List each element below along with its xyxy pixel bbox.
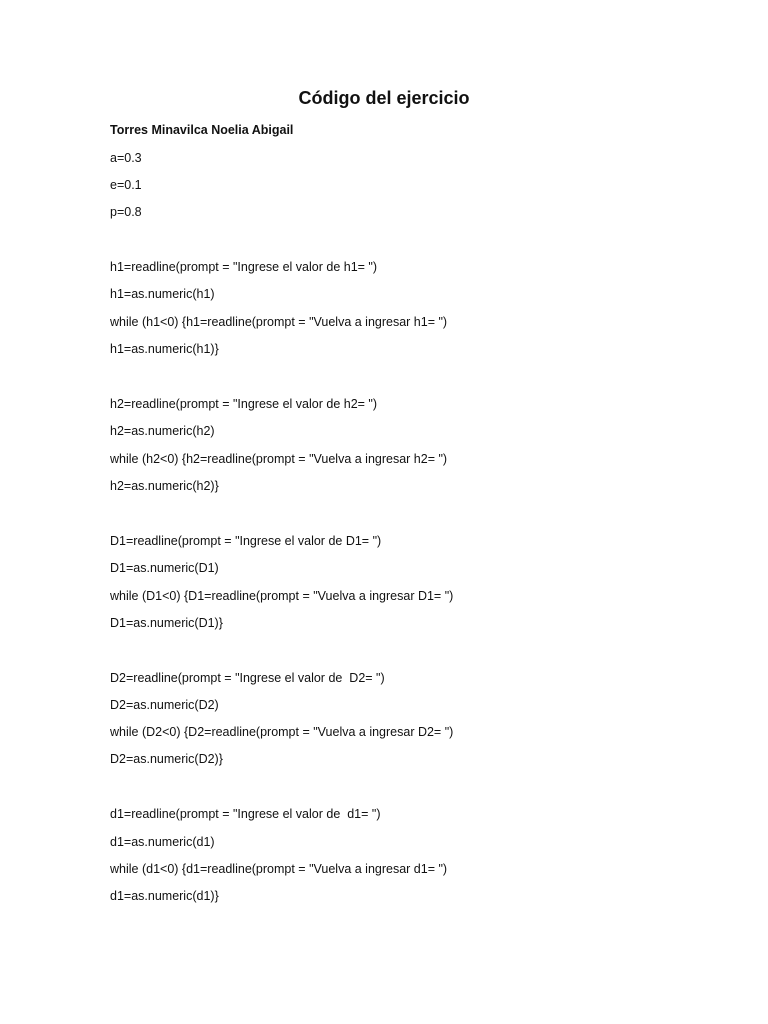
code-line: while (h2<0) {h2=readline(prompt = "Vuelva a ingresar h2= ") xyxy=(110,452,448,466)
code-line: h1=as.numeric(h1)} xyxy=(110,342,219,356)
code-line: D2=as.numeric(D2)} xyxy=(110,752,223,766)
code-line: h1=readline(prompt = "Ingrese el valor de h1= ") xyxy=(110,260,378,274)
code-line: d1=as.numeric(d1) xyxy=(110,835,215,849)
code-line: h2=readline(prompt = "Ingrese el valor de h2= ") xyxy=(110,397,378,411)
code-line: D1=as.numeric(D1) xyxy=(110,561,219,575)
code-line: h2=as.numeric(h2) xyxy=(110,424,215,438)
code-line: d1=readline(prompt = "Ingrese el valor de d1= ") xyxy=(110,807,381,821)
code-line: h1=as.numeric(h1) xyxy=(110,287,215,301)
code-line: e=0.1 xyxy=(110,178,142,192)
code-line: D1=as.numeric(D1)} xyxy=(110,616,223,630)
code-line: while (D2<0) {D2=readline(prompt = "Vuelva a ingresar D2= ") xyxy=(110,725,454,739)
code-line: h2=as.numeric(h2)} xyxy=(110,479,219,493)
code-line: while (h1<0) {h1=readline(prompt = "Vuelva a ingresar h1= ") xyxy=(110,315,448,329)
code-line: while (D1<0) {D1=readline(prompt = "Vuelva a ingresar D1= ") xyxy=(110,589,454,603)
code-line: D2=readline(prompt = "Ingrese el valor de D2= ") xyxy=(110,671,385,685)
code-line: D2=as.numeric(D2) xyxy=(110,698,219,712)
code-line: while (d1<0) {d1=readline(prompt = "Vuelva a ingresar d1= ") xyxy=(110,862,448,876)
code-line: p=0.8 xyxy=(110,205,142,219)
page-title: Código del ejercicio xyxy=(298,88,470,108)
code-line: D1=readline(prompt = "Ingrese el valor de D1= ") xyxy=(110,534,382,548)
code-line: d1=as.numeric(d1)} xyxy=(110,889,219,903)
code-line: a=0.3 xyxy=(110,151,142,165)
author-name: Torres Minavilca Noelia Abigail xyxy=(110,123,294,137)
